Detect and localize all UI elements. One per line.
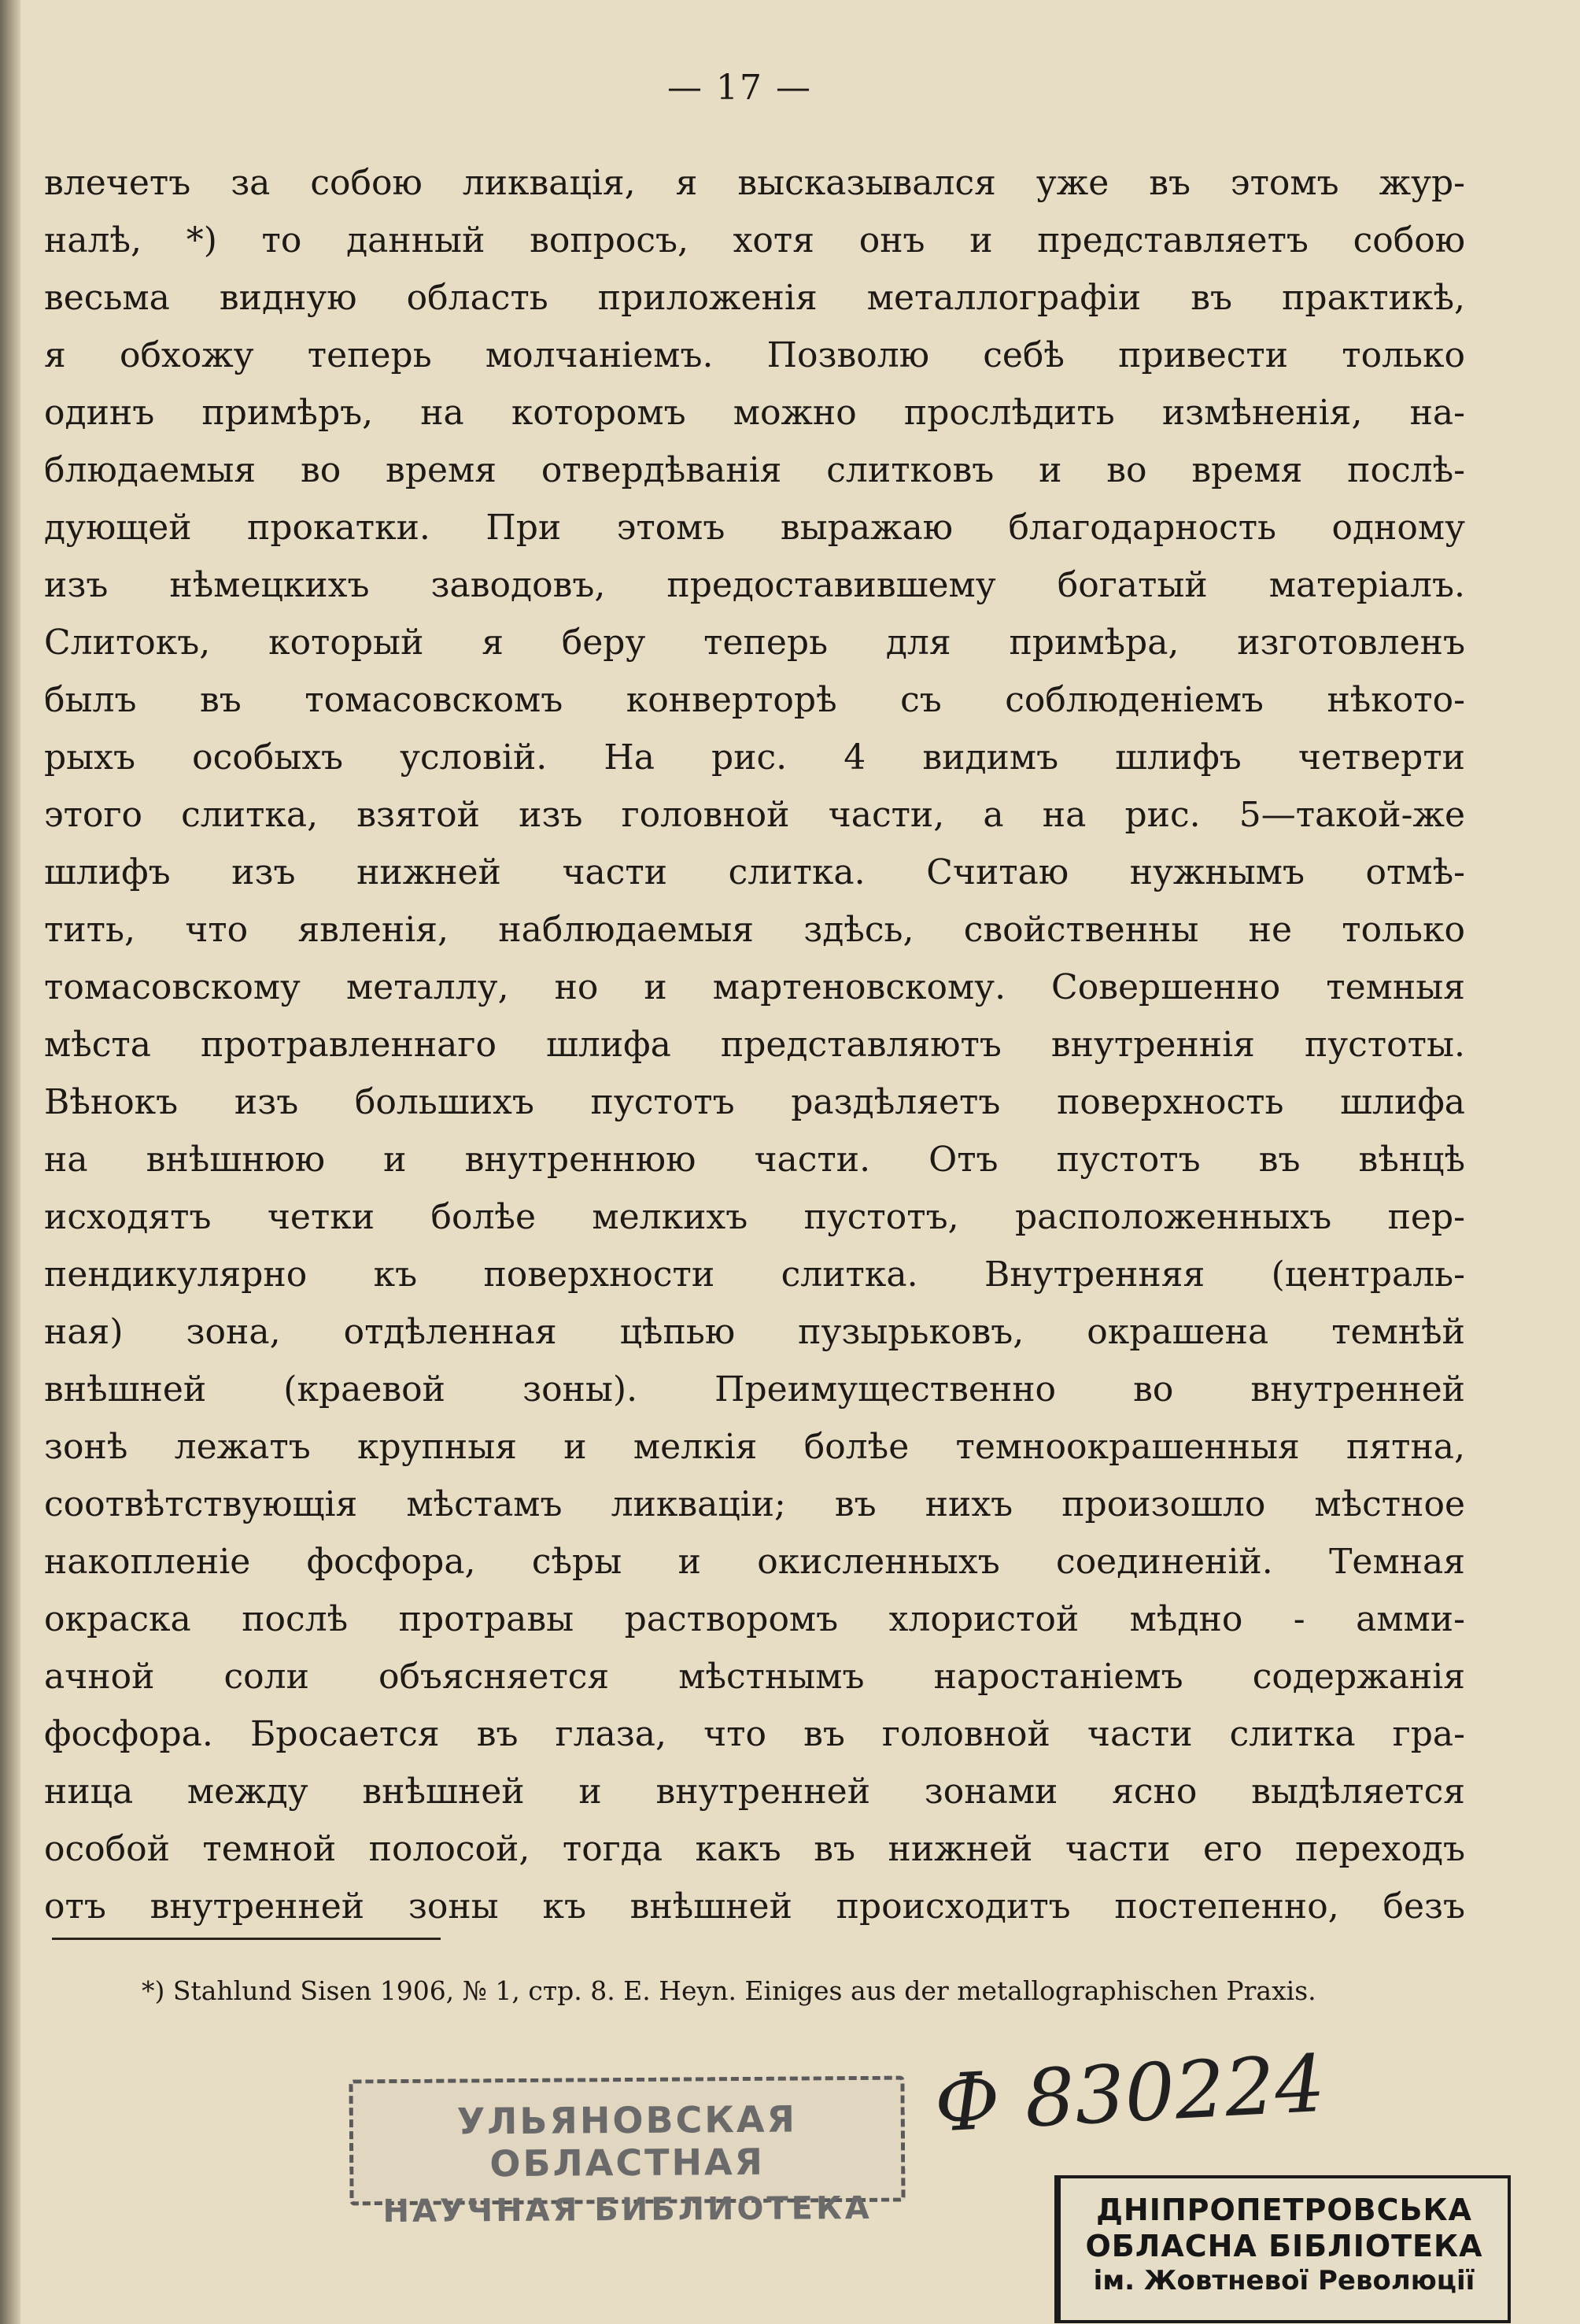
stamp-line-1: ДНІПРОПЕТРОВСЬКА [1096,2193,1472,2227]
stamp-line-2: НАУЧНАЯ БИБЛИОТЕКА [382,2189,873,2230]
text-line: ачной соли объясняется мѣстнымъ наростаніемъ содержанія [44,1657,1465,1697]
stamp-line-1: УЛЬЯНОВСКАЯ ОБЛАСТНАЯ [456,2097,798,2185]
footnote: *) Stahlund Sisen 1906, № 1, стр. 8. E. Heyn. Einiges aus der metallographischen Praxis. [142,1975,1316,2006]
text-line: особой темной полосой, тогда какъ въ нижней части его переходъ [44,1829,1465,1869]
text-line: соотвѣтствующія мѣстамъ ликваціи; въ нихъ произошло мѣстное [44,1484,1465,1524]
text-line: ная) зона, отдѣленная цѣпью пузырьковъ, окрашена темнѣй [44,1312,1465,1352]
body-text [44,154,1465,1935]
text-line: Слитокъ, который я беру теперь для примѣра, изготовленъ [44,623,1465,663]
text-line: томасовскому металлу, но и мартеновскому. Совершенно темныя [44,967,1465,1007]
stamp-line-2: ОБЛАСНА БІБЛІОТЕКА [1085,2229,1483,2263]
library-stamp-dnipropetrovsk [1054,2175,1511,2323]
text-line: ница между внѣшней и внутренней зонами ясно выдѣляется [44,1772,1465,1812]
text-line: весьма видную область приложенія металлографіи въ практикѣ, [44,278,1465,318]
text-line: исходятъ четки болѣе мелкихъ пустотъ, расположенныхъ пер- [44,1197,1465,1237]
text-line: влечетъ за собою ликвація, я высказывался уже въ этомъ жур- [44,163,1465,203]
footnote-divider [52,1938,441,1940]
text-line: блюдаемыя во время отвердѣванія слитковъ и во время послѣ- [44,450,1465,490]
text-line: отъ внутренней зоны къ внѣшней происходитъ постепенно, безъ [44,1886,1465,1927]
text-line: налѣ, *) то данный вопросъ, хотя онъ и представляетъ собою [44,220,1465,260]
text-line: дующей прокатки. При этомъ выражаю благодарность одному [44,508,1465,548]
text-line: этого слитка, взятой изъ головной части, а на рис. 5—такой-же [44,795,1465,835]
text-line: рыхъ особыхъ условій. На рис. 4 видимъ шлифъ четверти [44,737,1465,778]
text-line: пендикулярно къ поверхности слитка. Внутренняя (централь- [44,1254,1465,1295]
text-line: накопленіе фосфора, сѣры и окисленныхъ соединеній. Темная [44,1542,1465,1582]
text-line: одинъ примѣръ, на которомъ можно прослѣдить измѣненія, на- [44,393,1465,433]
text-line: зонѣ лежатъ крупныя и мелкія болѣе темноокрашенныя пятна, [44,1427,1465,1467]
stamp-line-3: ім. Жовтневої Революції [1093,2265,1475,2296]
text-line: на внѣшнюю и внутреннюю части. Отъ пустотъ въ вѣнцѣ [44,1140,1465,1180]
text-line: внѣшней (краевой зоны). Преимущественно во внутренней [44,1369,1465,1410]
text-line: окраска послѣ протравы растворомъ хлористой мѣдно - амми- [44,1599,1465,1639]
text-line: я обхожу теперь молчаніемъ. Позволю себѣ привести только [44,335,1465,375]
text-line: фосфора. Бросается въ глаза, что въ головной части слитка гра- [44,1714,1465,1754]
page-number: — 17 — [667,68,812,108]
text-line: тить, что явленія, наблюдаемыя здѣсь, свойственны не только [44,910,1465,950]
page-binding-edge [0,0,20,2324]
text-line: шлифъ изъ нижней части слитка. Считаю нужнымъ отмѣ- [44,852,1465,892]
text-line: Вѣнокъ изъ большихъ пустотъ раздѣляетъ поверхность шлифа [44,1082,1465,1122]
text-line: былъ въ томасовскомъ конверторѣ съ соблюденіемъ нѣкото- [44,680,1465,720]
text-line: мѣста протравленнаго шлифа представляютъ внутреннія пустоты. [44,1025,1465,1065]
text-line: изъ нѣмецкихъ заводовъ, предоставившему богатый матеріалъ. [44,565,1465,605]
library-stamp-ulyanovsk [349,2076,905,2230]
handwritten-inventory-number: Ф 830224 [932,2037,1327,2150]
